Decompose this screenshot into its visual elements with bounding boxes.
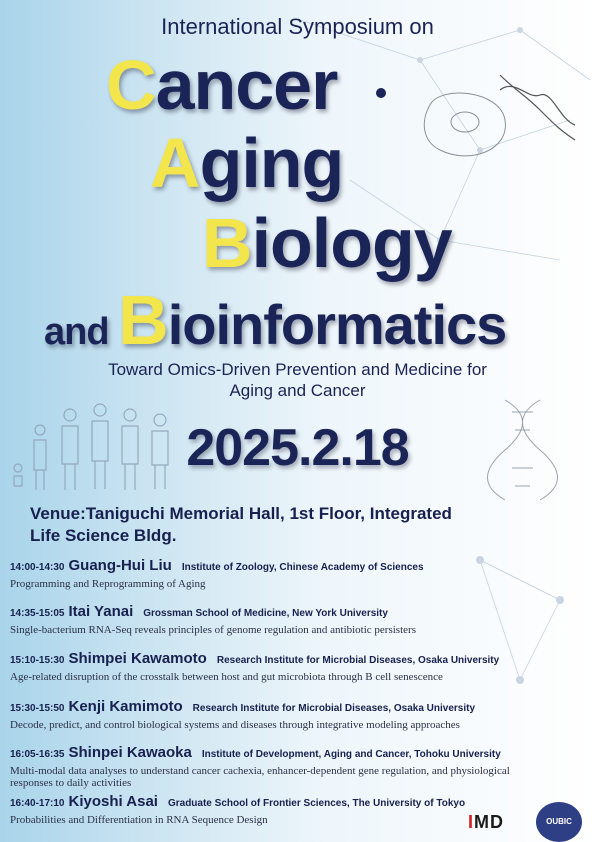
talk-affiliation: Research Institute for Microbial Diseases, Osaka University bbox=[216, 655, 500, 666]
talk-speaker: Kenji Kamimoto bbox=[68, 698, 183, 715]
talk-affiliation: Grossman School of Medicine, New York University bbox=[143, 608, 388, 619]
title-initial: A bbox=[150, 124, 200, 202]
talk-item bbox=[10, 650, 585, 683]
talk-title: Decode, predict, and control biological systems and diseases through integrative modeling approaches bbox=[10, 719, 460, 731]
talk-item bbox=[10, 557, 585, 590]
talk-title: Multi-modal data analyses to understand cancer cachexia, enhancer-dependent gene regulation, and physiological responses to daily activities bbox=[10, 765, 510, 789]
talk-speaker: Itai Yanai bbox=[68, 603, 134, 620]
talk-affiliation: Research Institute for Microbial Diseases, Osaka University bbox=[192, 703, 476, 714]
talk-time: 16:05-16:35 bbox=[10, 749, 65, 760]
title-initial: B bbox=[118, 281, 168, 359]
talk-item bbox=[10, 793, 466, 826]
venue-line: Venue:Taniguchi Memorial Hall, 1st Floor, Integrated bbox=[30, 504, 452, 523]
talk-title: Probabilities and Differentiation in RNA Sequence Design bbox=[10, 814, 268, 826]
title-word-rest: ancer bbox=[155, 46, 338, 124]
event-type: International Symposium on bbox=[161, 14, 434, 39]
talk-speaker: Guang-Hui Liu bbox=[68, 557, 172, 574]
title-word-rest: iology bbox=[251, 204, 452, 282]
title-word-cancer bbox=[106, 46, 338, 124]
talk-title: Programming and Reprogramming of Aging bbox=[10, 578, 206, 590]
talk-time: 16:40-17:10 bbox=[10, 798, 65, 809]
title-word-biology bbox=[202, 204, 452, 282]
title-initial: B bbox=[202, 204, 252, 282]
subtitle-line: Toward Omics-Driven Prevention and Medicine for bbox=[108, 360, 487, 379]
venue-line: Life Science Bldg. bbox=[30, 526, 177, 545]
talk-time: 15:30-15:50 bbox=[10, 703, 65, 714]
talk-title: Single-bacterium RNA-Seq reveals principles of genome regulation and antibiotic persisters bbox=[10, 624, 416, 636]
title-separator-dot bbox=[376, 88, 386, 98]
imd-logo bbox=[468, 812, 504, 833]
talk-title: Age-related disruption of the crosstalk between host and gut microbiota through B cell senescence bbox=[10, 671, 443, 683]
oubic-logo: OUBIC bbox=[536, 802, 582, 842]
talk-item bbox=[10, 698, 585, 731]
talk-affiliation: Institute of Zoology, Chinese Academy of Sciences bbox=[181, 562, 424, 573]
talk-affiliation: Graduate School of Frontier Sciences, The University of Tokyo bbox=[167, 798, 466, 809]
title-word-rest: ging bbox=[199, 124, 344, 202]
talk-time: 14:35-15:05 bbox=[10, 608, 65, 619]
imd-logo-text: MD bbox=[474, 812, 505, 832]
talk-speaker: Shinpei Kawaoka bbox=[68, 744, 192, 761]
subtitle-line: Aging and Cancer bbox=[229, 381, 366, 400]
title-word-bioinformatics bbox=[44, 281, 507, 359]
talk-speaker: Shimpei Kawamoto bbox=[68, 650, 207, 667]
imd-logo-mark: I bbox=[468, 812, 475, 832]
talk-time: 14:00-14:30 bbox=[10, 562, 65, 573]
subtitle bbox=[0, 359, 595, 401]
venue bbox=[30, 503, 550, 547]
title-word-and: and bbox=[44, 311, 119, 353]
title-initial: C bbox=[106, 46, 156, 124]
talk-item bbox=[10, 744, 585, 789]
title-word-aging bbox=[150, 124, 344, 202]
talk-item bbox=[10, 603, 585, 636]
title-word-rest: ioinformatics bbox=[167, 293, 507, 356]
talk-affiliation: Institute of Development, Aging and Cancer, Tohoku University bbox=[201, 749, 501, 760]
event-date: 2025.2.18 bbox=[186, 419, 409, 477]
talk-time: 15:10-15:30 bbox=[10, 655, 65, 666]
talk-speaker: Kiyoshi Asai bbox=[68, 793, 158, 810]
